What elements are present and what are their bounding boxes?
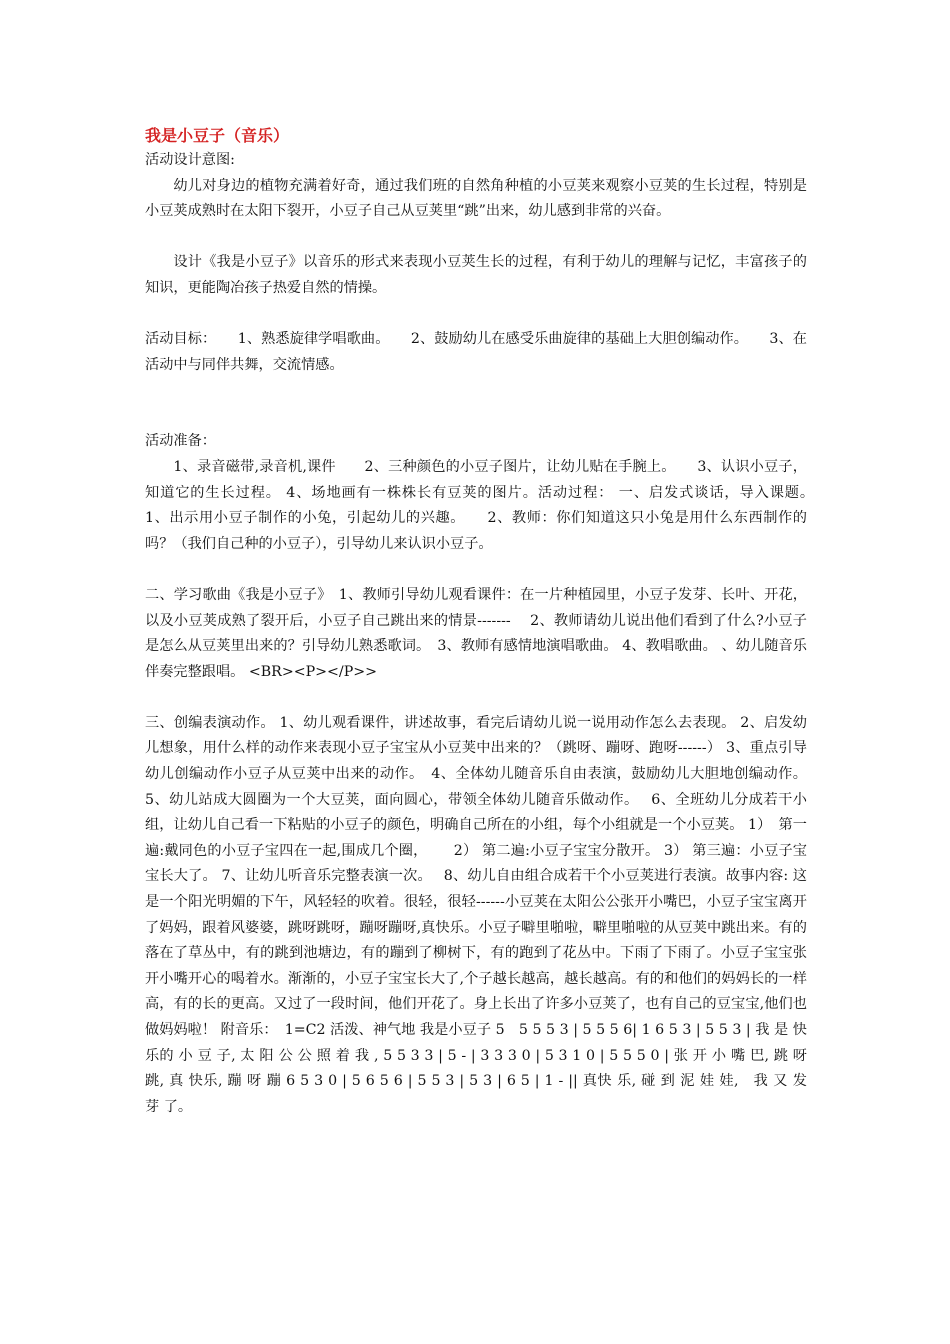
intent-heading: 活动设计意图: — [145, 152, 235, 168]
spacer — [145, 302, 807, 328]
goals-paragraph: 活动目标： 1、熟悉旋律学唱歌曲。 2、鼓励幼儿在感受乐曲旋律的基础上大胆创编动作。 3、在活动中与同伴共舞，交流情感。 — [145, 331, 807, 373]
spacer — [145, 225, 807, 251]
document-title: 我是小豆子（音乐） — [145, 126, 290, 145]
section-3-paragraph: 三、创编表演动作。 1、幼儿观看课件，讲述故事，看完后请幼儿说一说用动作怎么去表现。 2、启发幼儿想象，用什么样的动作来表现小豆子宝宝从小豆荚中出来的？（跳呀、蹦呀、跑呀------） 3、重点引导幼儿创编动作小豆子从豆荚中出来的动作。 4、全体幼儿随音乐自由表演，鼓励幼儿大胆地创编动作。 5、幼儿站成大圆圈为一个大豆荚，面向圆心，带领全体幼儿随音乐做动作。 6、全班幼儿分成若干小组，让幼儿自己看一下粘贴的小豆子的颜色，明确自己所在的小组，每个小组就是一个小豆荚。 1） 第一遍:戴同色的小豆子宝四在一起,围成几个圈， 2） 第二遍:小豆子宝宝分散开。 3） 第三遍：小豆子宝宝长大了。 7、让幼儿听音乐完整表演一次。 8、幼儿自由组合成若干个小豆荚进行表演。故事内容: 这是一个阳光明媚的下午，风轻轻的吹着。很轻，很轻------小豆荚在太阳公公张开小嘴巴，小豆子宝宝离开了妈妈，跟着风婆婆，跳呀跳呀，蹦呀蹦呀,真快乐。小豆子噼里啪啦，噼里啪啦的从豆荚中跳出来。有的落在了草丛中，有的跳到池塘边，有的蹦到了柳树下，有的跑到了花丛中。下雨了下雨了。小豆子宝宝张开小嘴开心的喝着水。渐渐的，小豆子宝宝长大了,个子越长越高，越长越高。有的和他们的妈妈长的一样高，有的长的更高。又过了一段时间，他们开花了。身上长出了许多小豆荚了，也有自己的豆宝宝,他们也做妈妈啦！ 附音乐： 1=C2 活泼、神气地 我是小豆子 5 5 5 5 3 | 5 5 5 6| 1 6 5 3 | 5 5 3 | 我 是 快乐的 小 豆 子, 太 阳 公 公 照 着 我 , 5 5 3 3 | 5 - | 3 3 3 0 | 5 3 1 0 | 5 5 5 0 | 张 开 小 嘴 巴, 跳 呀 跳, 真 快乐, 蹦 呀 蹦 6 5 3 0 | 5 6 5 6 | 5 5 3 | 5 3 | 6 5 | 1 - || 真快 乐, 碰 到 泥 娃 娃, 我 又 发 芽 了。 — [145, 714, 822, 1115]
spacer — [145, 685, 807, 711]
spacer — [145, 557, 807, 583]
spacer — [145, 378, 807, 429]
prep-paragraph: 1、录音磁带,录音机,课件 2、三种颜色的小豆子图片，让幼儿贴在手腕上。 3、认识小豆子，知道它的生长过程。 4、场地画有一株株长有豆荚的图片。活动过程： 一、启发式谈话，导入课题。 1、出示用小豆子制作的小兔，引起幼儿的兴趣。 2、教师：你们知道这只小兔是用什么东西制作的吗？（我们自己种的小豆子），引导幼儿来认识小豆子。 — [145, 458, 836, 552]
intent-paragraph-2: 设计《我是小豆子》以音乐的形式来表现小豆荚生长的过程，有利于幼儿的理解与记忆，丰富孩子的知识，更能陶冶孩子热爱自然的情操。 — [145, 254, 807, 296]
section-2-paragraph: 二、学习歌曲《我是小豆子》 1、教师引导幼儿观看课件：在一片种植园里，小豆子发芽、长叶、开花，以及小豆荚成熟了裂开后，小豆子自己跳出来的情景------- 2、教师请幼儿说出他们看到了什么?小豆子是怎么从豆荚里出来的？引导幼儿熟悉歌词。 3、教师有感情地演唱歌曲。 4、教唱歌曲。 、幼儿随音乐伴奏完整跟唱。 <BR><P></P>> — [145, 586, 807, 680]
prep-heading: 活动准备： — [145, 433, 216, 450]
document-page — [145, 124, 836, 1120]
intent-paragraph-1: 幼儿对身边的植物充满着好奇，通过我们班的自然角种植的小豆荚来观察小豆荚的生长过程，特别是小豆荚成熟时在太阳下裂开，小豆子自己从豆荚里“跳”出来，幼儿感到非常的兴奋。 — [145, 177, 807, 220]
